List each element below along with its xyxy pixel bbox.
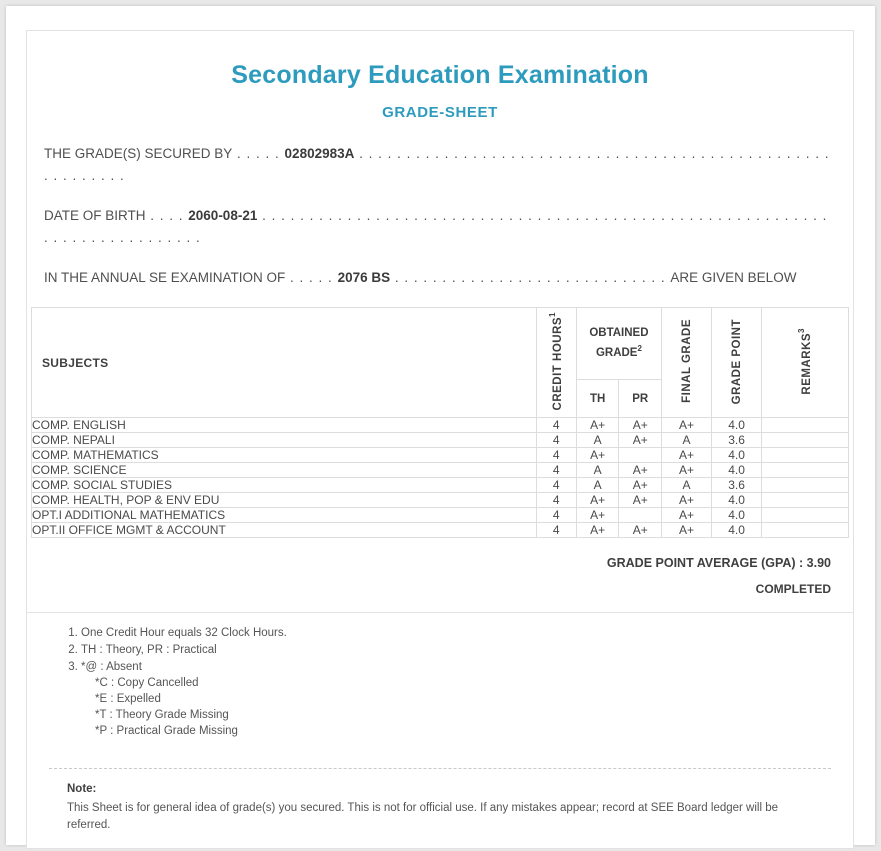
dots-2a: . . . . (145, 208, 189, 223)
header-remarks (762, 308, 849, 418)
cell-remarks (762, 418, 849, 433)
cell-point: 3.6 (712, 478, 762, 493)
cell-pr: A+ (619, 418, 662, 433)
cell-credit: 4 (536, 478, 576, 493)
dots-2b: . . . . . . . . . . . . . . . . . . . . . . . . . . . . . . . . . . . . . . . . . . . . . . . . . . . . . . . . . . . . . . . . . . . . . . . . . . . . . (44, 208, 828, 245)
table-row (32, 478, 849, 493)
page-frame (6, 6, 875, 845)
cell-pr: A+ (619, 478, 662, 493)
info-line-dob (44, 205, 836, 249)
header-final-grade (662, 308, 712, 418)
grade-sheet-card (26, 30, 854, 849)
note-text: This Sheet is for general idea of grade(s) you secured. This is not for official use. If any mistakes appear; record at SEE Board ledger will be referred. (67, 802, 779, 832)
cell-final: A (662, 433, 712, 448)
footnote-list (67, 625, 853, 739)
cell-credit: 4 (536, 448, 576, 463)
header-remarks-label: REMARKS (800, 332, 813, 395)
cell-th: A+ (576, 523, 619, 538)
cell-pr: A+ (619, 493, 662, 508)
cell-th: A+ (576, 418, 619, 433)
dob-value: 2060-08-21 (188, 208, 258, 223)
footnote-expelled: *E : Expelled (95, 693, 161, 706)
cell-point: 4.0 (712, 463, 762, 478)
cell-subject: COMP. NEPALI (32, 433, 537, 448)
cell-final: A+ (662, 448, 712, 463)
cell-remarks (762, 508, 849, 523)
disclaimer-note (27, 769, 853, 848)
cell-credit: 4 (536, 523, 576, 538)
cell-remarks (762, 448, 849, 463)
cell-point: 3.6 (712, 433, 762, 448)
cell-final: A+ (662, 463, 712, 478)
header-credit-hours-text (548, 308, 564, 414)
status-badge: COMPLETED (755, 582, 831, 597)
cell-credit: 4 (536, 463, 576, 478)
note-title: Note: (67, 783, 97, 796)
cell-pr: A+ (619, 463, 662, 478)
cell-subject: OPT.I ADDITIONAL MATHEMATICS (32, 508, 537, 523)
candidate-info (27, 143, 853, 289)
footnote-absent: *@ : Absent (81, 661, 142, 674)
cell-subject: COMP. MATHEMATICS (32, 448, 537, 463)
cell-final: A+ (662, 523, 712, 538)
cell-point: 4.0 (712, 493, 762, 508)
table-row (32, 448, 849, 463)
cell-point: 4.0 (712, 523, 762, 538)
cell-remarks (762, 493, 849, 508)
cell-remarks (762, 478, 849, 493)
header-final-grade-text: FINAL GRADE (680, 319, 693, 404)
cell-credit: 4 (536, 418, 576, 433)
header-remarks-sup: 3 (797, 327, 807, 333)
exam-year-value: 2076 BS (337, 270, 391, 285)
cell-final: A+ (662, 508, 712, 523)
header-obtained-grade (576, 308, 661, 380)
cell-subject: COMP. HEALTH, POP & ENV EDU (32, 493, 537, 508)
info-label-exam: IN THE ANNUAL SE EXAMINATION OF (44, 270, 286, 285)
cell-th: A+ (576, 508, 619, 523)
info-tail-given-below: ARE GIVEN BELOW (670, 270, 797, 285)
cell-th: A+ (576, 448, 619, 463)
gpa-summary: GRADE POINT AVERAGE (GPA) : 3.90 (606, 556, 831, 571)
cell-remarks (762, 463, 849, 478)
page-title: Secondary Education Examination (231, 61, 649, 89)
cell-subject: COMP. SOCIAL STUDIES (32, 478, 537, 493)
cell-final: A (662, 478, 712, 493)
cell-final: A+ (662, 493, 712, 508)
cell-point: 4.0 (712, 508, 762, 523)
info-line-symbol-number (44, 143, 836, 187)
cell-pr: A+ (619, 523, 662, 538)
cell-pr (619, 448, 662, 463)
cell-point: 4.0 (712, 418, 762, 433)
cell-th: A (576, 478, 619, 493)
info-label-graded-by: THE GRADE(S) SECURED BY (44, 146, 233, 161)
cell-credit: 4 (536, 508, 576, 523)
footnote-copy-cancelled: *C : Copy Cancelled (95, 677, 199, 690)
header-subjects: SUBJECTS (32, 308, 537, 418)
info-line-exam-year (44, 267, 836, 289)
grades-table-body (32, 418, 849, 538)
dots-3a: . . . . . (285, 270, 338, 285)
cell-pr: A+ (619, 433, 662, 448)
header-remarks-text (797, 324, 813, 399)
table-row (32, 433, 849, 448)
header-row-top (32, 308, 849, 380)
cell-subject: OPT.II OFFICE MGMT & ACCOUNT (32, 523, 537, 538)
symbol-number-value: 02802983A (284, 146, 355, 161)
cell-subject: COMP. SCIENCE (32, 463, 537, 478)
dots-1a: . . . . . (232, 146, 285, 161)
cell-credit: 4 (536, 433, 576, 448)
header-credit-hours-sup: 1 (548, 312, 558, 317)
header-th: TH (576, 379, 619, 418)
cell-remarks (762, 523, 849, 538)
header-credit-hours-label: CREDIT HOURS (552, 316, 565, 411)
header-obtained-grade-sup: 2 (637, 343, 642, 353)
table-row (32, 418, 849, 433)
cell-remarks (762, 433, 849, 448)
footnote-theory-missing: *T : Theory Grade Missing (95, 709, 229, 722)
header-grade-point (712, 308, 762, 418)
dots-3b: . . . . . . . . . . . . . . . . . . . . . . . . . . . . . (390, 270, 671, 285)
cell-th: A+ (576, 493, 619, 508)
footnote-item: 1. One Credit Hour equals 32 Clock Hours. (81, 625, 853, 641)
table-row (32, 523, 849, 538)
footnotes (27, 613, 853, 750)
header-obtained-grade-label: OBTAINED GRADE (589, 326, 649, 359)
table-row (32, 508, 849, 523)
cell-th: A (576, 433, 619, 448)
header-grade-point-text: GRADE POINT (730, 318, 743, 404)
cell-credit: 4 (536, 493, 576, 508)
cell-th: A (576, 463, 619, 478)
cell-final: A+ (662, 418, 712, 433)
footnote-practical-missing: *P : Practical Grade Missing (95, 725, 238, 738)
header-credit-hours (536, 308, 576, 418)
dots-1b: . . . . . . . . . . . . . . . . . . . . . . . . . . . . . . . . . . . . . . . . . . . . . . . . . . . . . . . . . . . (44, 146, 830, 183)
grades-table (31, 307, 849, 538)
cell-pr (619, 508, 662, 523)
page-subtitle: GRADE-SHEET (382, 104, 498, 121)
grades-table-head (32, 308, 849, 418)
footnote-item: 2. TH : Theory, PR : Practical (81, 642, 853, 658)
footnote-item (81, 659, 853, 739)
info-label-dob: DATE OF BIRTH (44, 208, 146, 223)
cell-point: 4.0 (712, 448, 762, 463)
header-pr: PR (619, 379, 662, 418)
table-row (32, 493, 849, 508)
cell-subject: COMP. ENGLISH (32, 418, 537, 433)
table-row (32, 463, 849, 478)
